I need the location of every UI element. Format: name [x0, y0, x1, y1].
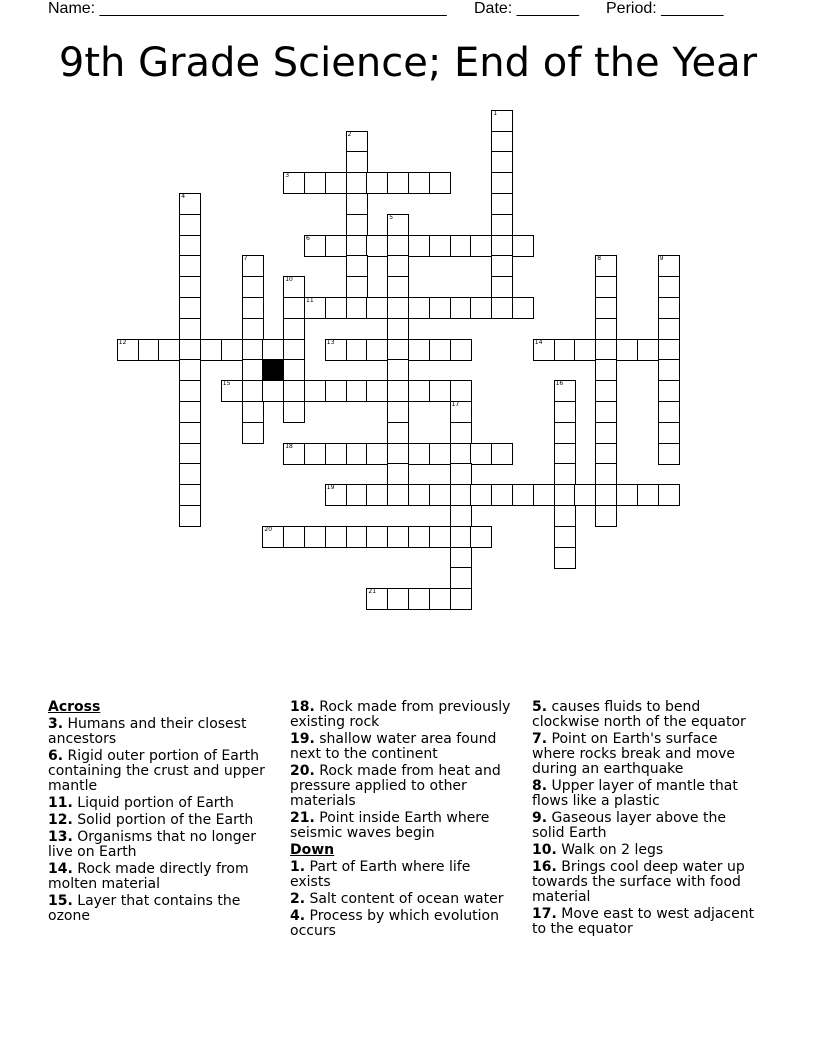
crossword-cell[interactable]: [408, 339, 430, 361]
crossword-cell[interactable]: [595, 380, 617, 402]
crossword-cell[interactable]: [658, 339, 680, 361]
crossword-cell[interactable]: [346, 235, 368, 257]
crossword-cell[interactable]: [242, 318, 264, 340]
crossword-cell[interactable]: [179, 193, 201, 215]
crossword-cell[interactable]: [637, 339, 659, 361]
crossword-cell[interactable]: [138, 339, 160, 361]
crossword-cell[interactable]: [491, 235, 513, 257]
crossword-cell[interactable]: [470, 526, 492, 548]
crossword-cell[interactable]: [179, 401, 201, 423]
crossword-cell[interactable]: [450, 484, 472, 506]
crossword-cell[interactable]: [554, 422, 576, 444]
crossword-cell[interactable]: [512, 297, 534, 319]
crossword-cell[interactable]: [325, 526, 347, 548]
crossword-cell[interactable]: [283, 318, 305, 340]
crossword-cell[interactable]: [491, 131, 513, 153]
crossword-cell[interactable]: [325, 380, 347, 402]
crossword-cell[interactable]: [346, 443, 368, 465]
crossword-cell[interactable]: [283, 276, 305, 298]
crossword-cell[interactable]: [387, 484, 409, 506]
clue-across-15: 15. Layer that contains the ozone: [48, 893, 241, 924]
crossword-cell[interactable]: [470, 235, 492, 257]
cell-number: 7: [243, 255, 248, 263]
crossword-cell[interactable]: [429, 235, 451, 257]
crossword-cell[interactable]: [325, 443, 347, 465]
crossword-cell[interactable]: [325, 235, 347, 257]
crossword-cell[interactable]: [366, 443, 388, 465]
crossword-cell[interactable]: [616, 339, 638, 361]
crossword-cell[interactable]: [179, 505, 201, 527]
cell-number: 13: [326, 338, 335, 346]
crossword-cell[interactable]: [595, 318, 617, 340]
crossword-cell[interactable]: [387, 359, 409, 381]
crossword-cell[interactable]: [325, 339, 347, 361]
crossword-cell[interactable]: [179, 422, 201, 444]
crossword-cell[interactable]: [366, 380, 388, 402]
crossword-cell[interactable]: [242, 359, 264, 381]
crossword-cell[interactable]: [470, 297, 492, 319]
crossword-cell[interactable]: [346, 339, 368, 361]
crossword-cell[interactable]: [221, 339, 243, 361]
crossword-cell[interactable]: [408, 588, 430, 610]
crossword-cell[interactable]: [346, 214, 368, 236]
crossword-cell[interactable]: [658, 276, 680, 298]
crossword-cell[interactable]: [387, 276, 409, 298]
crossword-cell[interactable]: [595, 443, 617, 465]
cell-number: 2: [347, 130, 352, 138]
clue-across-19: 19. shallow water area found next to the continent: [290, 731, 497, 762]
crossword-cell[interactable]: [408, 297, 430, 319]
crossword-cell[interactable]: [387, 443, 409, 465]
crossword-cell[interactable]: [408, 443, 430, 465]
crossword-cell[interactable]: [387, 526, 409, 548]
crossword-cell[interactable]: [408, 380, 430, 402]
crossword-cell[interactable]: [366, 588, 388, 610]
crossword-cell[interactable]: [179, 339, 201, 361]
crossword-cell[interactable]: [346, 193, 368, 215]
crossword-cell[interactable]: [283, 526, 305, 548]
clue-down-2: 2. Salt content of ocean water: [290, 891, 504, 907]
crossword-cell[interactable]: [554, 380, 576, 402]
crossword-cell[interactable]: [283, 339, 305, 361]
crossword-cell[interactable]: [658, 359, 680, 381]
crossword-cell[interactable]: [491, 484, 513, 506]
crossword-cell[interactable]: [346, 255, 368, 277]
crossword-cell[interactable]: [491, 443, 513, 465]
cell-number: 19: [326, 484, 335, 492]
crossword-cell[interactable]: [387, 297, 409, 319]
crossword-cell[interactable]: [304, 526, 326, 548]
crossword-cell[interactable]: [450, 567, 472, 589]
clue-across-18: 18. Rock made from previously existing rock: [290, 699, 511, 730]
crossword-cell[interactable]: [200, 339, 222, 361]
crossword-cell[interactable]: [366, 297, 388, 319]
crossword-cell[interactable]: [491, 172, 513, 194]
crossword-cell[interactable]: [387, 255, 409, 277]
crossword-cell[interactable]: [179, 380, 201, 402]
crossword-cell[interactable]: [429, 526, 451, 548]
crossword-cell[interactable]: [304, 172, 326, 194]
crossword-cell[interactable]: [491, 297, 513, 319]
crossword-cell[interactable]: [387, 401, 409, 423]
crossword-cell[interactable]: [387, 172, 409, 194]
clue-down-9: 9. Gaseous layer above the solid Earth: [532, 810, 726, 841]
crossword-cell[interactable]: [450, 505, 472, 527]
crossword-cell[interactable]: [158, 339, 180, 361]
crossword-cell[interactable]: [325, 484, 347, 506]
clue-down-8: 8. Upper layer of mantle that flows like a plastic: [532, 778, 738, 809]
across-heading: Across: [48, 699, 101, 715]
crossword-cell[interactable]: [450, 463, 472, 485]
date-field[interactable]: Date: _______: [474, 0, 579, 17]
clue-column-1: [48, 700, 273, 926]
crossword-cell[interactable]: [387, 380, 409, 402]
crossword-cell[interactable]: [221, 380, 243, 402]
crossword-cell[interactable]: [179, 276, 201, 298]
crossword-cell[interactable]: [658, 443, 680, 465]
crossword-cell[interactable]: [658, 255, 680, 277]
crossword-cell[interactable]: [366, 235, 388, 257]
crossword-cell[interactable]: [366, 526, 388, 548]
crossword-cell[interactable]: [574, 339, 596, 361]
crossword-cell[interactable]: [242, 422, 264, 444]
crossword-cell[interactable]: [595, 463, 617, 485]
clue-down-1: 1. Part of Earth where life exists: [290, 859, 471, 890]
crossword-cell[interactable]: [450, 297, 472, 319]
crossword-cell[interactable]: [179, 318, 201, 340]
crossword-cell[interactable]: [616, 484, 638, 506]
crossword-cell[interactable]: [533, 339, 555, 361]
crossword-cell[interactable]: [283, 380, 305, 402]
period-field[interactable]: Period: _______: [606, 0, 724, 17]
cell-number: 4: [181, 193, 186, 200]
clue-across-3: 3. Humans and their closest ancestors: [48, 716, 247, 747]
clue-down-5: 5. causes fluids to bend clockwise north of the equator: [532, 699, 746, 730]
crossword-cell[interactable]: [470, 443, 492, 465]
cell-number: 11: [306, 297, 314, 304]
crossword-cell[interactable]: [595, 422, 617, 444]
crossword-cell[interactable]: [262, 380, 284, 402]
clue-across-12: 12. Solid portion of the Earth: [48, 812, 254, 828]
crossword-cell[interactable]: [304, 235, 326, 257]
crossword-cell[interactable]: [179, 297, 201, 319]
crossword-cell[interactable]: [491, 151, 513, 173]
crossword-cell[interactable]: [117, 339, 139, 361]
cell-number: 9: [659, 255, 664, 263]
clue-down-10: 10. Walk on 2 legs: [532, 842, 664, 858]
cell-number: 18: [285, 442, 293, 450]
crossword-cell[interactable]: [346, 131, 368, 153]
crossword-cell[interactable]: [450, 235, 472, 257]
crossword-cell[interactable]: [242, 339, 264, 361]
crossword-cell[interactable]: [658, 422, 680, 444]
crossword-cell[interactable]: [554, 401, 576, 423]
crossword-cell[interactable]: [387, 463, 409, 485]
crossword-cell[interactable]: [242, 401, 264, 423]
crossword-cell[interactable]: [595, 484, 617, 506]
crossword-cell[interactable]: [387, 214, 409, 236]
crossword-cell[interactable]: [554, 505, 576, 527]
clue-across-6: 6. Rigid outer portion of Earth containing the crust and upper mantle: [48, 748, 265, 794]
clue-across-13: 13. Organisms that no longer live on Earth: [48, 829, 257, 860]
name-field[interactable]: Name: _______________________________________: [48, 0, 447, 17]
crossword-cell[interactable]: [283, 172, 305, 194]
crossword-cell[interactable]: [283, 443, 305, 465]
cell-number: 14: [534, 338, 543, 346]
crossword-cell[interactable]: [242, 380, 264, 402]
crossword-cell[interactable]: [491, 193, 513, 215]
crossword-cell[interactable]: [595, 276, 617, 298]
crossword-cell[interactable]: [637, 484, 659, 506]
black-square: [262, 359, 284, 381]
crossword-cell[interactable]: [658, 484, 680, 506]
crossword-cell[interactable]: [491, 276, 513, 298]
crossword-cell[interactable]: [346, 151, 368, 173]
cell-number: 12: [118, 338, 127, 346]
crossword-cell[interactable]: [242, 255, 264, 277]
crossword-cell[interactable]: [554, 484, 576, 506]
crossword-cell[interactable]: [429, 380, 451, 402]
crossword-cell[interactable]: [470, 484, 492, 506]
cell-number: 21: [368, 588, 377, 596]
crossword-cell[interactable]: [512, 235, 534, 257]
crossword-cell[interactable]: [283, 359, 305, 381]
crossword-cell[interactable]: [429, 588, 451, 610]
crossword-cell[interactable]: [387, 235, 409, 257]
crossword-cell[interactable]: [366, 339, 388, 361]
crossword-cell[interactable]: [491, 110, 513, 132]
crossword-cell[interactable]: [304, 380, 326, 402]
crossword-cell[interactable]: [491, 214, 513, 236]
crossword-cell[interactable]: [574, 484, 596, 506]
crossword-cell[interactable]: [408, 526, 430, 548]
crossword-cell[interactable]: [346, 297, 368, 319]
crossword-cell[interactable]: [179, 443, 201, 465]
cell-number: 16: [555, 380, 564, 388]
cell-number: 1: [493, 109, 498, 117]
crossword-cell[interactable]: [429, 172, 451, 194]
clue-column-2: [290, 700, 515, 941]
crossword-cell[interactable]: [595, 339, 617, 361]
crossword-cell[interactable]: [283, 401, 305, 423]
clue-down-4: 4. Process by which evolution occurs: [290, 908, 499, 939]
crossword-cell[interactable]: [450, 526, 472, 548]
crossword-cell[interactable]: [387, 588, 409, 610]
crossword-cell[interactable]: [658, 380, 680, 402]
clue-down-16: 16. Brings cool deep water up towards the surface with food material: [532, 859, 745, 905]
crossword-cell[interactable]: [366, 172, 388, 194]
crossword-cell[interactable]: [325, 297, 347, 319]
crossword-cell[interactable]: [450, 422, 472, 444]
crossword-cell[interactable]: [179, 255, 201, 277]
crossword-cell[interactable]: [595, 505, 617, 527]
clue-across-11: 11. Liquid portion of Earth: [48, 795, 234, 811]
cell-number: 10: [285, 276, 293, 284]
crossword-cell[interactable]: [429, 484, 451, 506]
cell-number: 8: [597, 255, 602, 263]
crossword-cell[interactable]: [595, 255, 617, 277]
crossword-cell[interactable]: [658, 297, 680, 319]
crossword-cell[interactable]: [658, 318, 680, 340]
crossword-cell[interactable]: [554, 526, 576, 548]
crossword-cell[interactable]: [179, 463, 201, 485]
cell-number: 6: [306, 234, 310, 242]
crossword-cell[interactable]: [512, 484, 534, 506]
crossword-cell[interactable]: [325, 172, 347, 194]
crossword-cell[interactable]: [346, 276, 368, 298]
crossword-cell[interactable]: [554, 547, 576, 569]
cell-number: 5: [389, 213, 394, 221]
clue-across-14: 14. Rock made directly from molten material: [48, 861, 249, 892]
cell-number: 15: [222, 380, 231, 388]
crossword-cell[interactable]: [387, 318, 409, 340]
crossword-cell[interactable]: [242, 276, 264, 298]
crossword-cell[interactable]: [450, 588, 472, 610]
crossword-cell[interactable]: [533, 484, 555, 506]
down-heading: Down: [290, 842, 335, 858]
crossword-cell[interactable]: [450, 380, 472, 402]
crossword-cell[interactable]: [179, 214, 201, 236]
crossword-cell[interactable]: [450, 339, 472, 361]
crossword-cell[interactable]: [658, 401, 680, 423]
cell-number: 3: [285, 172, 290, 180]
crossword-cell[interactable]: [242, 297, 264, 319]
crossword-cell[interactable]: [450, 547, 472, 569]
crossword-cell[interactable]: [346, 380, 368, 402]
crossword-cell[interactable]: [429, 443, 451, 465]
crossword-cell[interactable]: [408, 484, 430, 506]
clue-column-3: [532, 700, 757, 939]
crossword-cell[interactable]: [262, 526, 284, 548]
clue-down-17: 17. Move east to west adjacent to the equator: [532, 906, 755, 937]
clue-across-21: 21. Point inside Earth where seismic waves begin: [290, 810, 490, 841]
clue-down-7: 7. Point on Earth's surface where rocks break and move during an earthquake: [532, 731, 735, 777]
crossword-cell[interactable]: [491, 255, 513, 277]
crossword-cell[interactable]: [366, 484, 388, 506]
cell-number: 17: [451, 401, 460, 408]
page-title: 9th Grade Science; End of the Year: [58, 40, 758, 86]
crossword-cell[interactable]: [387, 339, 409, 361]
crossword-cell[interactable]: [450, 401, 472, 423]
crossword-cell[interactable]: [429, 339, 451, 361]
crossword-cell[interactable]: [595, 401, 617, 423]
crossword-cell[interactable]: [179, 484, 201, 506]
crossword-cell[interactable]: [554, 463, 576, 485]
crossword-cell[interactable]: [554, 339, 576, 361]
crossword-cell[interactable]: [408, 235, 430, 257]
crossword-cell[interactable]: [283, 297, 305, 319]
clue-across-20: 20. Rock made from heat and pressure applied to other materials: [290, 763, 501, 809]
crossword-cell[interactable]: [429, 297, 451, 319]
crossword-cell[interactable]: [346, 526, 368, 548]
crossword-cell[interactable]: [554, 443, 576, 465]
crossword-cell[interactable]: [179, 359, 201, 381]
crossword-cell[interactable]: [450, 443, 472, 465]
crossword-cell[interactable]: [304, 443, 326, 465]
crossword-cell[interactable]: [408, 172, 430, 194]
crossword-cell[interactable]: [262, 339, 284, 361]
crossword-cell[interactable]: [304, 297, 326, 319]
crossword-cell[interactable]: [595, 297, 617, 319]
crossword-cell[interactable]: [595, 359, 617, 381]
crossword-cell[interactable]: [179, 235, 201, 257]
crossword-cell[interactable]: [346, 484, 368, 506]
cell-number: 20: [264, 525, 273, 533]
crossword-cell[interactable]: [387, 422, 409, 444]
crossword-cell[interactable]: [346, 172, 368, 194]
